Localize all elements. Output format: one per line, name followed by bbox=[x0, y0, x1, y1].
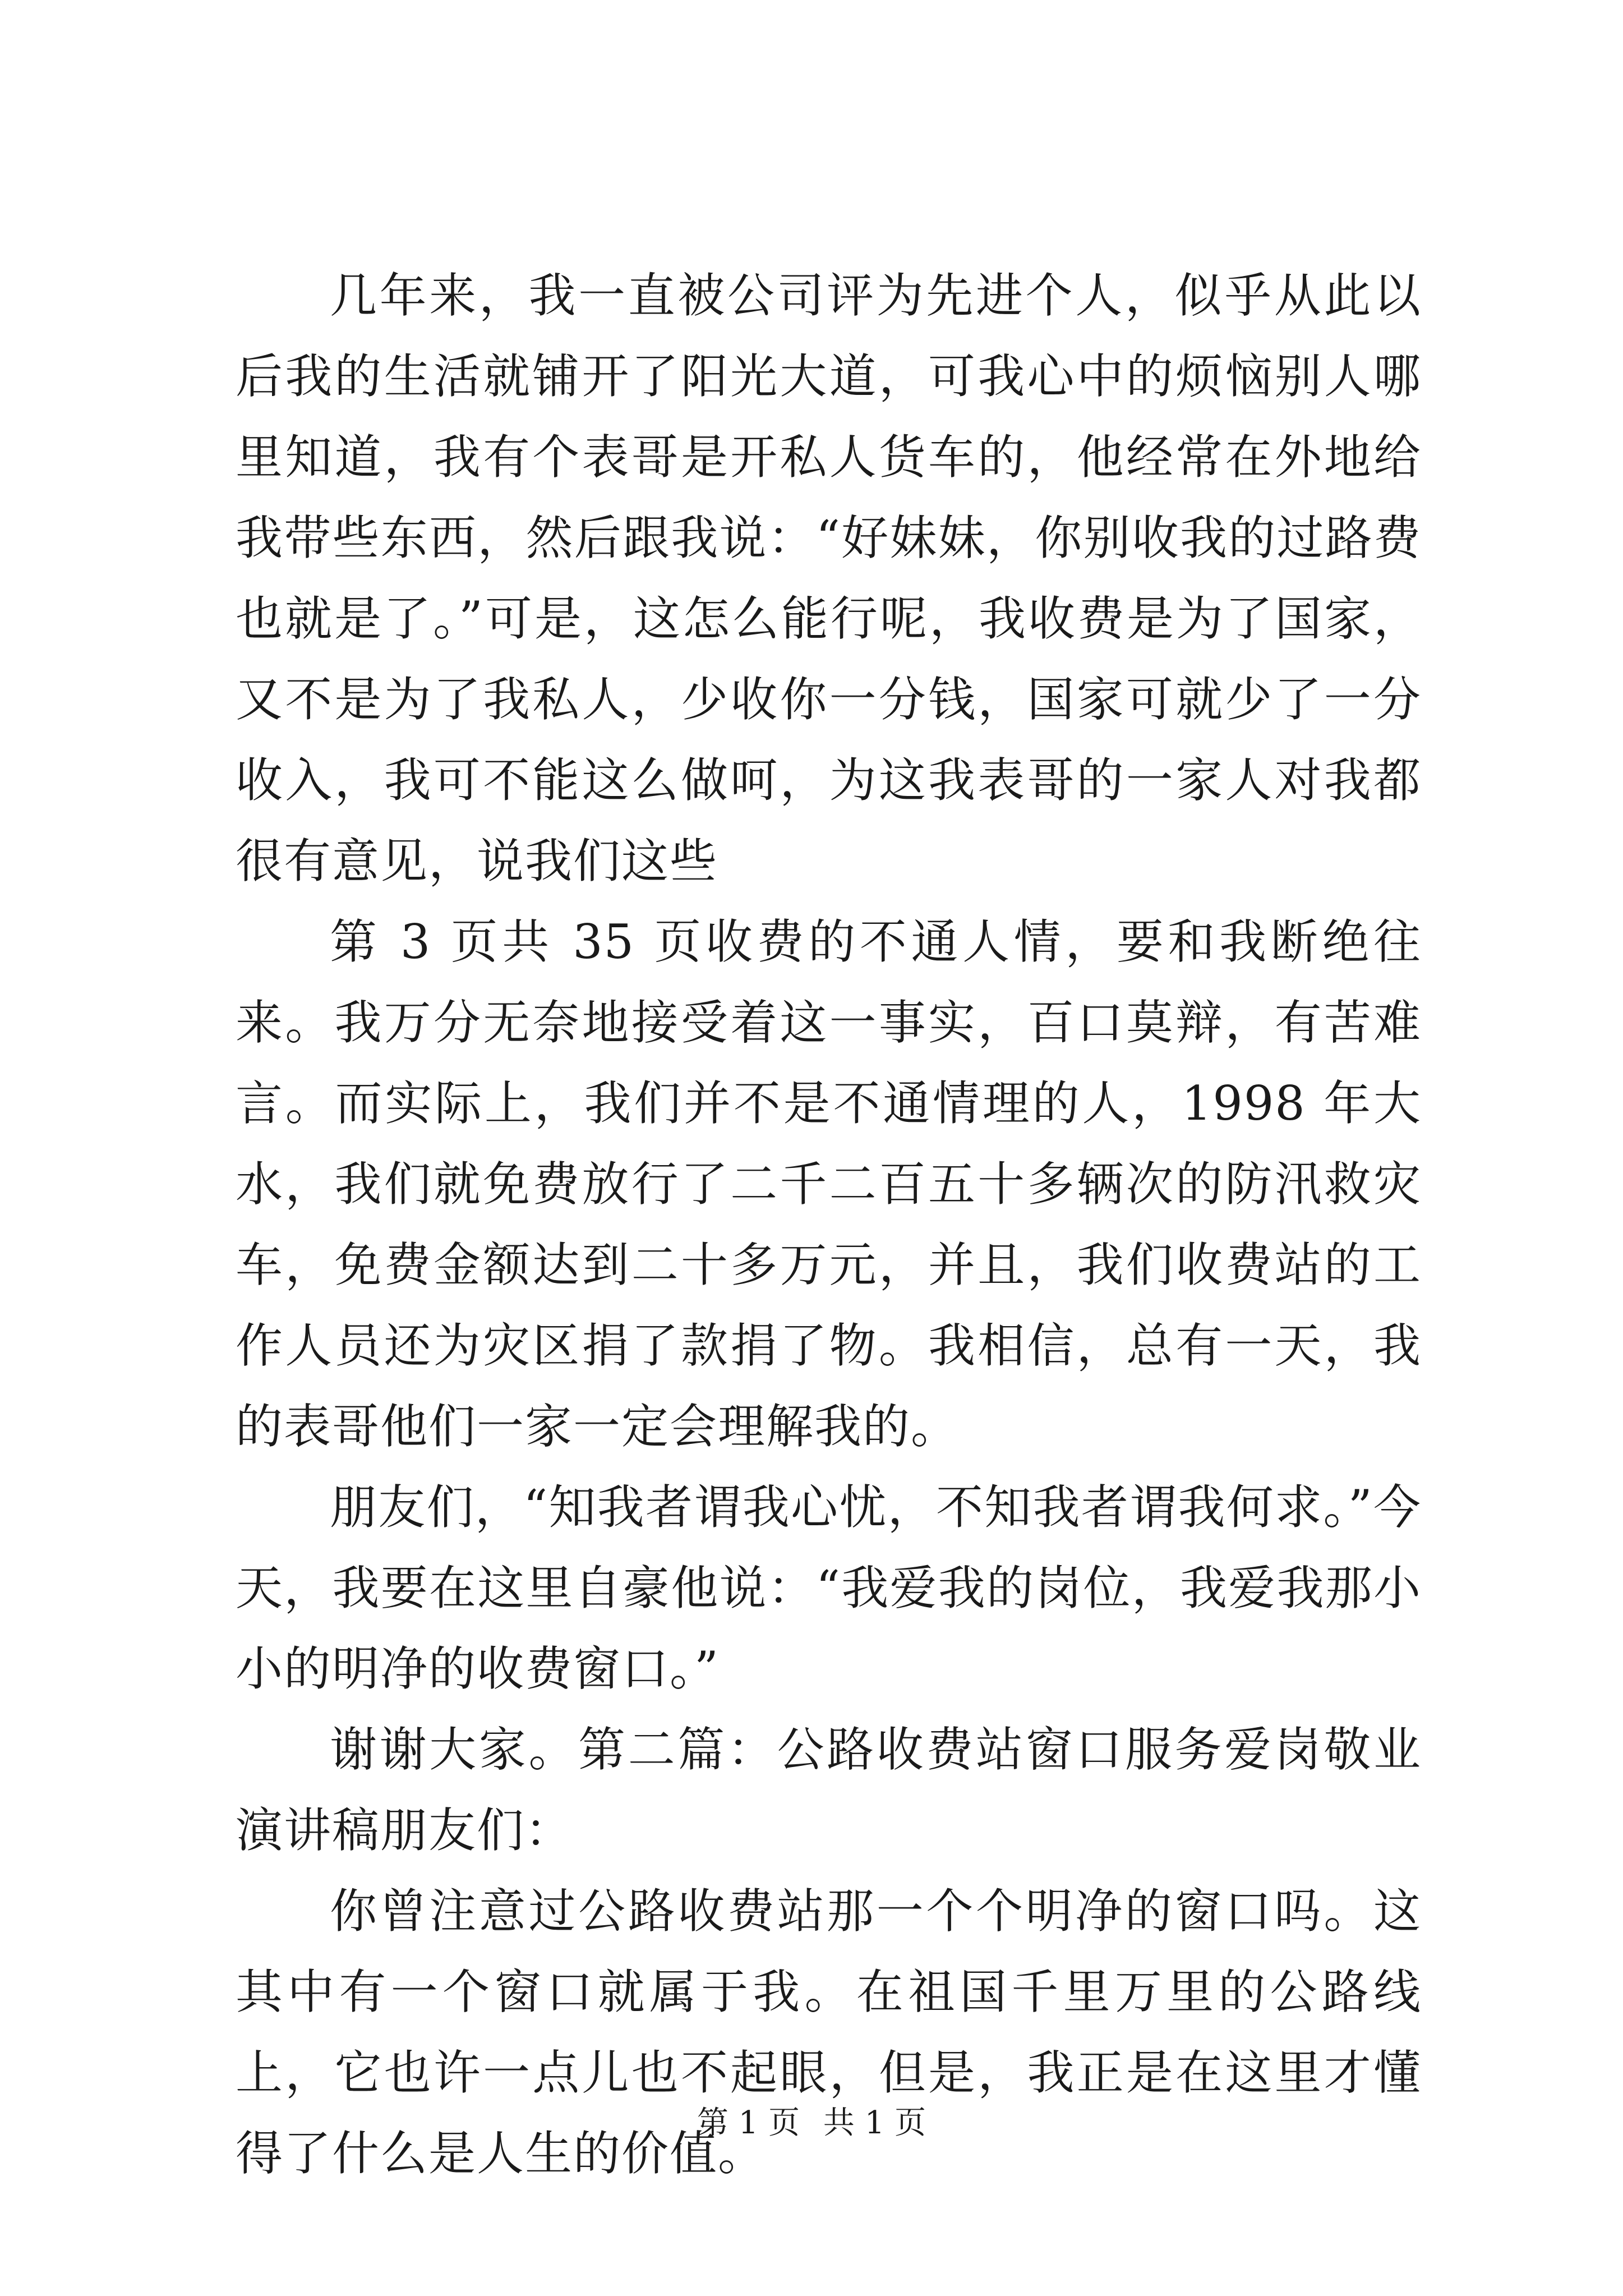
page-number: 第 1 页 bbox=[697, 2105, 800, 2141]
paragraph-1: 几年来，我一直被公司评为先进个人，似乎从此以后我的生活就铺开了阳光大道，可我心中的烦恼别人哪里知道，我有个表哥是开私人货车的，他经常在外地给我带些东西，然后跟我说：“好妹妹，你别收我的过路费也就是了。”可是，这怎么能行呢，我收费是为了国家，又不是为了我私人，少收你一分钱，国家可就少了一分收入，我可不能这么做呵，为这我表哥的一家人对我都很有意见，说我们这些 bbox=[236, 268, 1422, 889]
page-footer bbox=[0, 2101, 1623, 2146]
paragraph-4: 谢谢大家。第二篇：公路收费站窗口服务爱岗敬业演讲稿朋友们： bbox=[236, 1722, 1422, 1858]
page-total: 共 1 页 bbox=[823, 2105, 926, 2141]
paragraph-2: 第 3 页共 35 页收费的不通人情，要和我断绝往来。我万分无奈地接受着这一事实，百口莫辩，有苦难言。而实际上，我们并不是不通情理的人，1998 年大水，我们就免费放行了二千二百五十多辆次的防汛救灾车，免费金额达到二十多万元，并且，我们收费站的工作人员还为灾区捐了款捐了物。我相信，总有一天，我的表哥他们一家一定会理解我的。 bbox=[236, 914, 1422, 1454]
document-body bbox=[236, 255, 1422, 2194]
paragraph-3: 朋友们，“知我者谓我心忧，不知我者谓我何求。”今天，我要在这里自豪他说：“我爱我的岗位，我爱我那小小的明净的收费窗口。” bbox=[236, 1480, 1422, 1696]
paragraph-5: 你曾注意过公路收费站那一个个明净的窗口吗。这其中有一个窗口就属于我。在祖国千里万里的公路线上，它也许一点儿也不起眼，但是，我正是在这里才懂得了什么是人生的价值。 bbox=[236, 1884, 1422, 2181]
